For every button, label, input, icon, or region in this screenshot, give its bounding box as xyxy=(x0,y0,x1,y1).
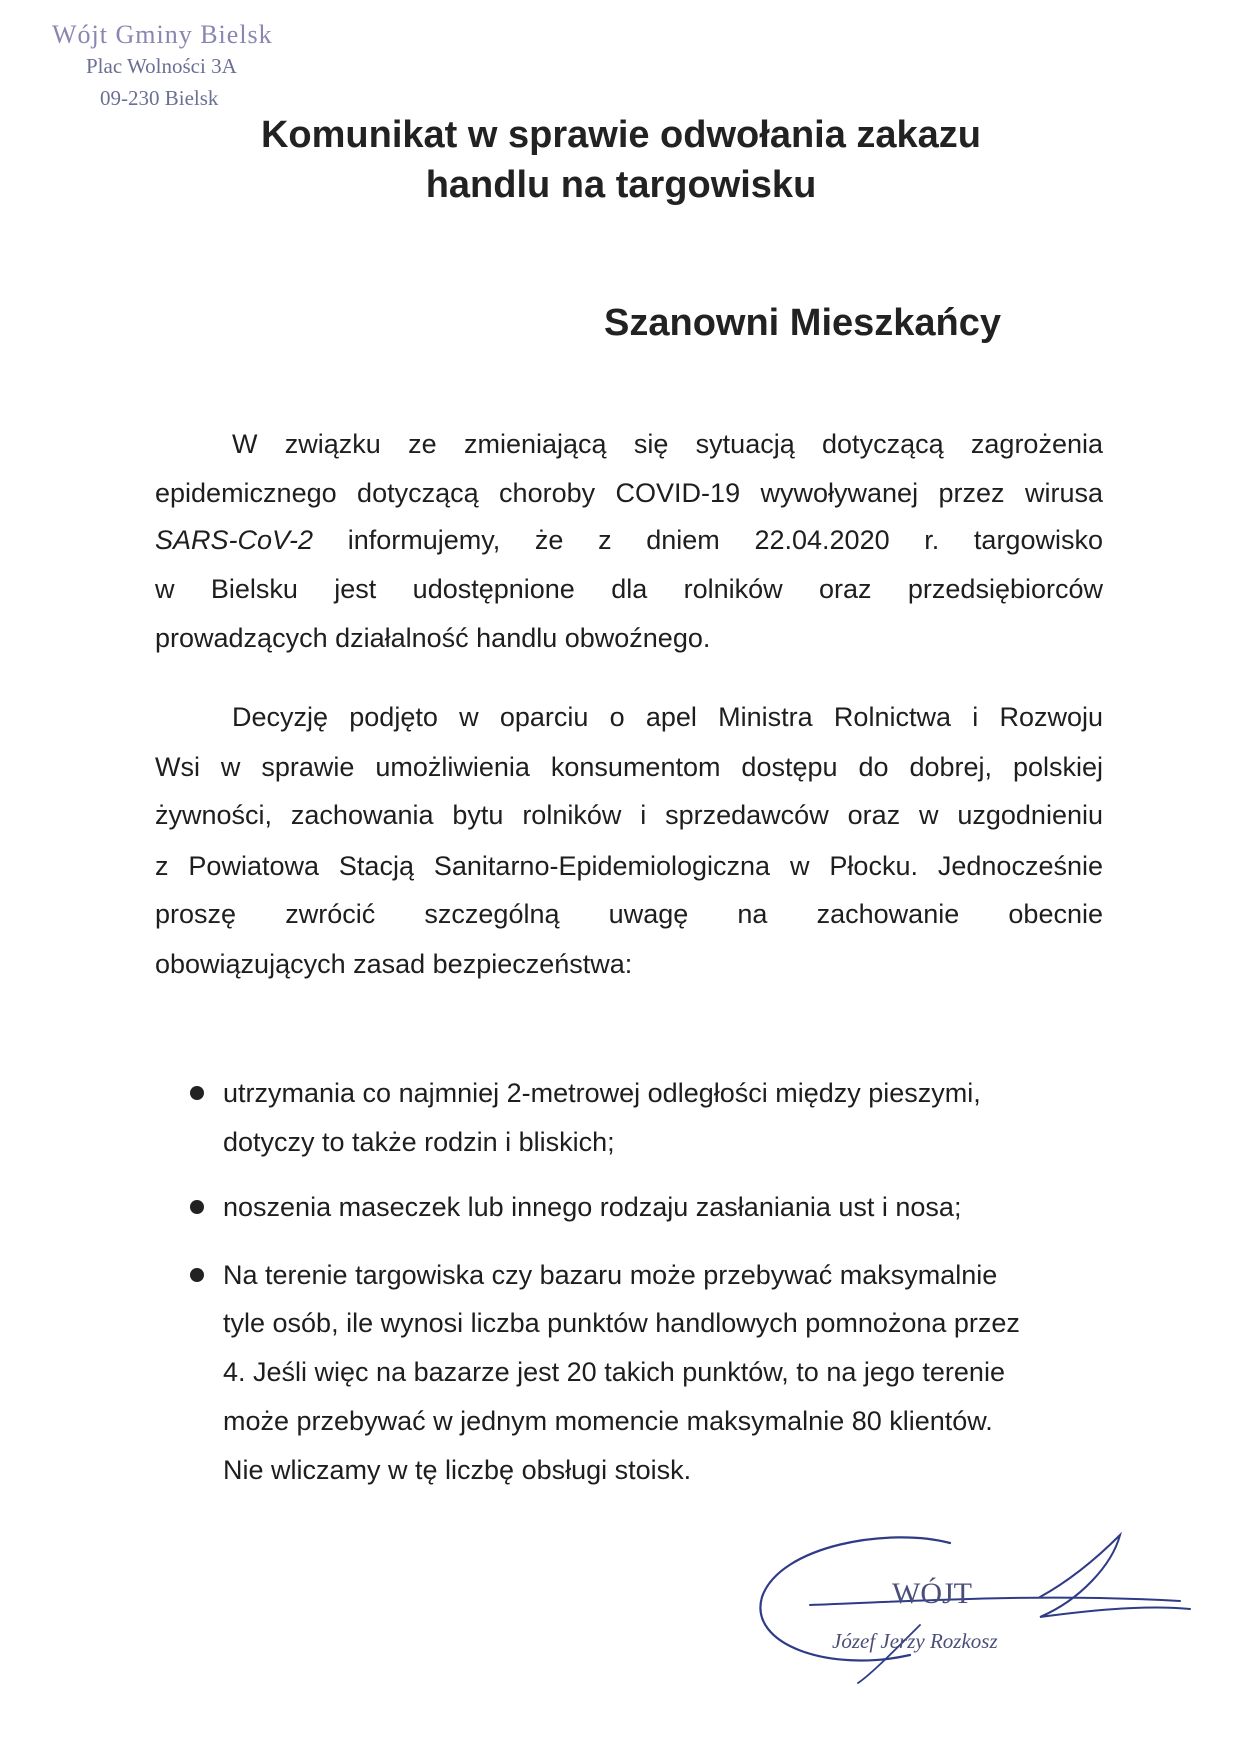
bullet-icon xyxy=(190,1200,204,1214)
virus-name: SARS-CoV-2 xyxy=(155,525,314,555)
paragraph-2-line-6: obowiązujących zasad bezpieczeństwa: xyxy=(155,949,633,979)
list-item-line: może przebywać w jednym momencie maksymalnie 80 klientów. xyxy=(223,1406,993,1436)
paragraph-2-line-2: Wsi w sprawie umożliwienia konsumentom dostępu do dobrej, polskiej xyxy=(155,752,1103,782)
stamp-line-street: Plac Wolności 3A xyxy=(86,54,237,78)
paragraph-1-line-3 xyxy=(155,522,1103,558)
paragraph-1-line-3-text: informujemy, że z dniem 22.04.2020 r. targowisko xyxy=(347,525,1103,555)
signature-title: WÓJT xyxy=(892,1577,972,1610)
handwritten-signature xyxy=(740,1505,1200,1685)
list-item-line: noszenia maseczek lub innego rodzaju zasłaniania ust i nosa; xyxy=(223,1192,962,1222)
signature-name: Józef Jerzy Rozkosz xyxy=(832,1629,998,1653)
bullet-icon xyxy=(190,1268,204,1282)
salutation: Szanowni Mieszkańcy xyxy=(604,302,1002,344)
list-item-line: Nie wliczamy w tę liczbę obsługi stoisk. xyxy=(223,1455,692,1485)
list-item-line: 4. Jeśli więc na bazarze jest 20 takich punktów, to na jego terenie xyxy=(223,1357,1005,1387)
paragraph-1-line-2: epidemicznego dotyczącą choroby COVID-19 wywoływanej przez wirusa xyxy=(155,478,1103,508)
list-item-line: dotyczy to także rodzin i bliskich; xyxy=(223,1127,615,1157)
list-item-line: tyle osób, ile wynosi liczba punktów handlowych pomnożona przez xyxy=(223,1308,1020,1338)
bullet-icon xyxy=(190,1086,204,1100)
paragraph-2-line-3: żywności, zachowania bytu rolników i sprzedawców oraz w uzgodnieniu xyxy=(155,800,1103,830)
paragraph-2-line-5: proszę zwrócić szczególną uwagę na zachowanie obecnie xyxy=(155,899,1103,929)
document-title-line-2: handlu na targowisku xyxy=(425,164,817,206)
list-item-line: Na terenie targowiska czy bazaru może przebywać maksymalnie xyxy=(223,1260,998,1290)
list-item-line: utrzymania co najmniej 2-metrowej odległości między pieszymi, xyxy=(223,1078,981,1108)
paragraph-2-line-1: Decyzję podjęto w oparciu o apel Ministra Rolnictwa i Rozwoju xyxy=(232,702,1103,732)
stamp-line-postal: 09-230 Bielsk xyxy=(100,86,219,110)
paragraph-2-line-4: z Powiatowa Stacją Sanitarno-Epidemiologiczna w Płocku. Jednocześnie xyxy=(155,851,1103,881)
paragraph-1-line-4: w Bielsku jest udostępnione dla rolników oraz przedsiębiorców xyxy=(155,574,1103,604)
paragraph-1-line-5: prowadzących działalność handlu obwoźnego. xyxy=(155,623,711,653)
stamp-line-office: Wójt Gminy Bielsk xyxy=(52,20,273,49)
document-title-line-1: Komunikat w sprawie odwołania zakazu xyxy=(260,114,982,156)
paragraph-1-line-1: W związku ze zmieniającą się sytuacją dotyczącą zagrożenia xyxy=(232,429,1103,459)
